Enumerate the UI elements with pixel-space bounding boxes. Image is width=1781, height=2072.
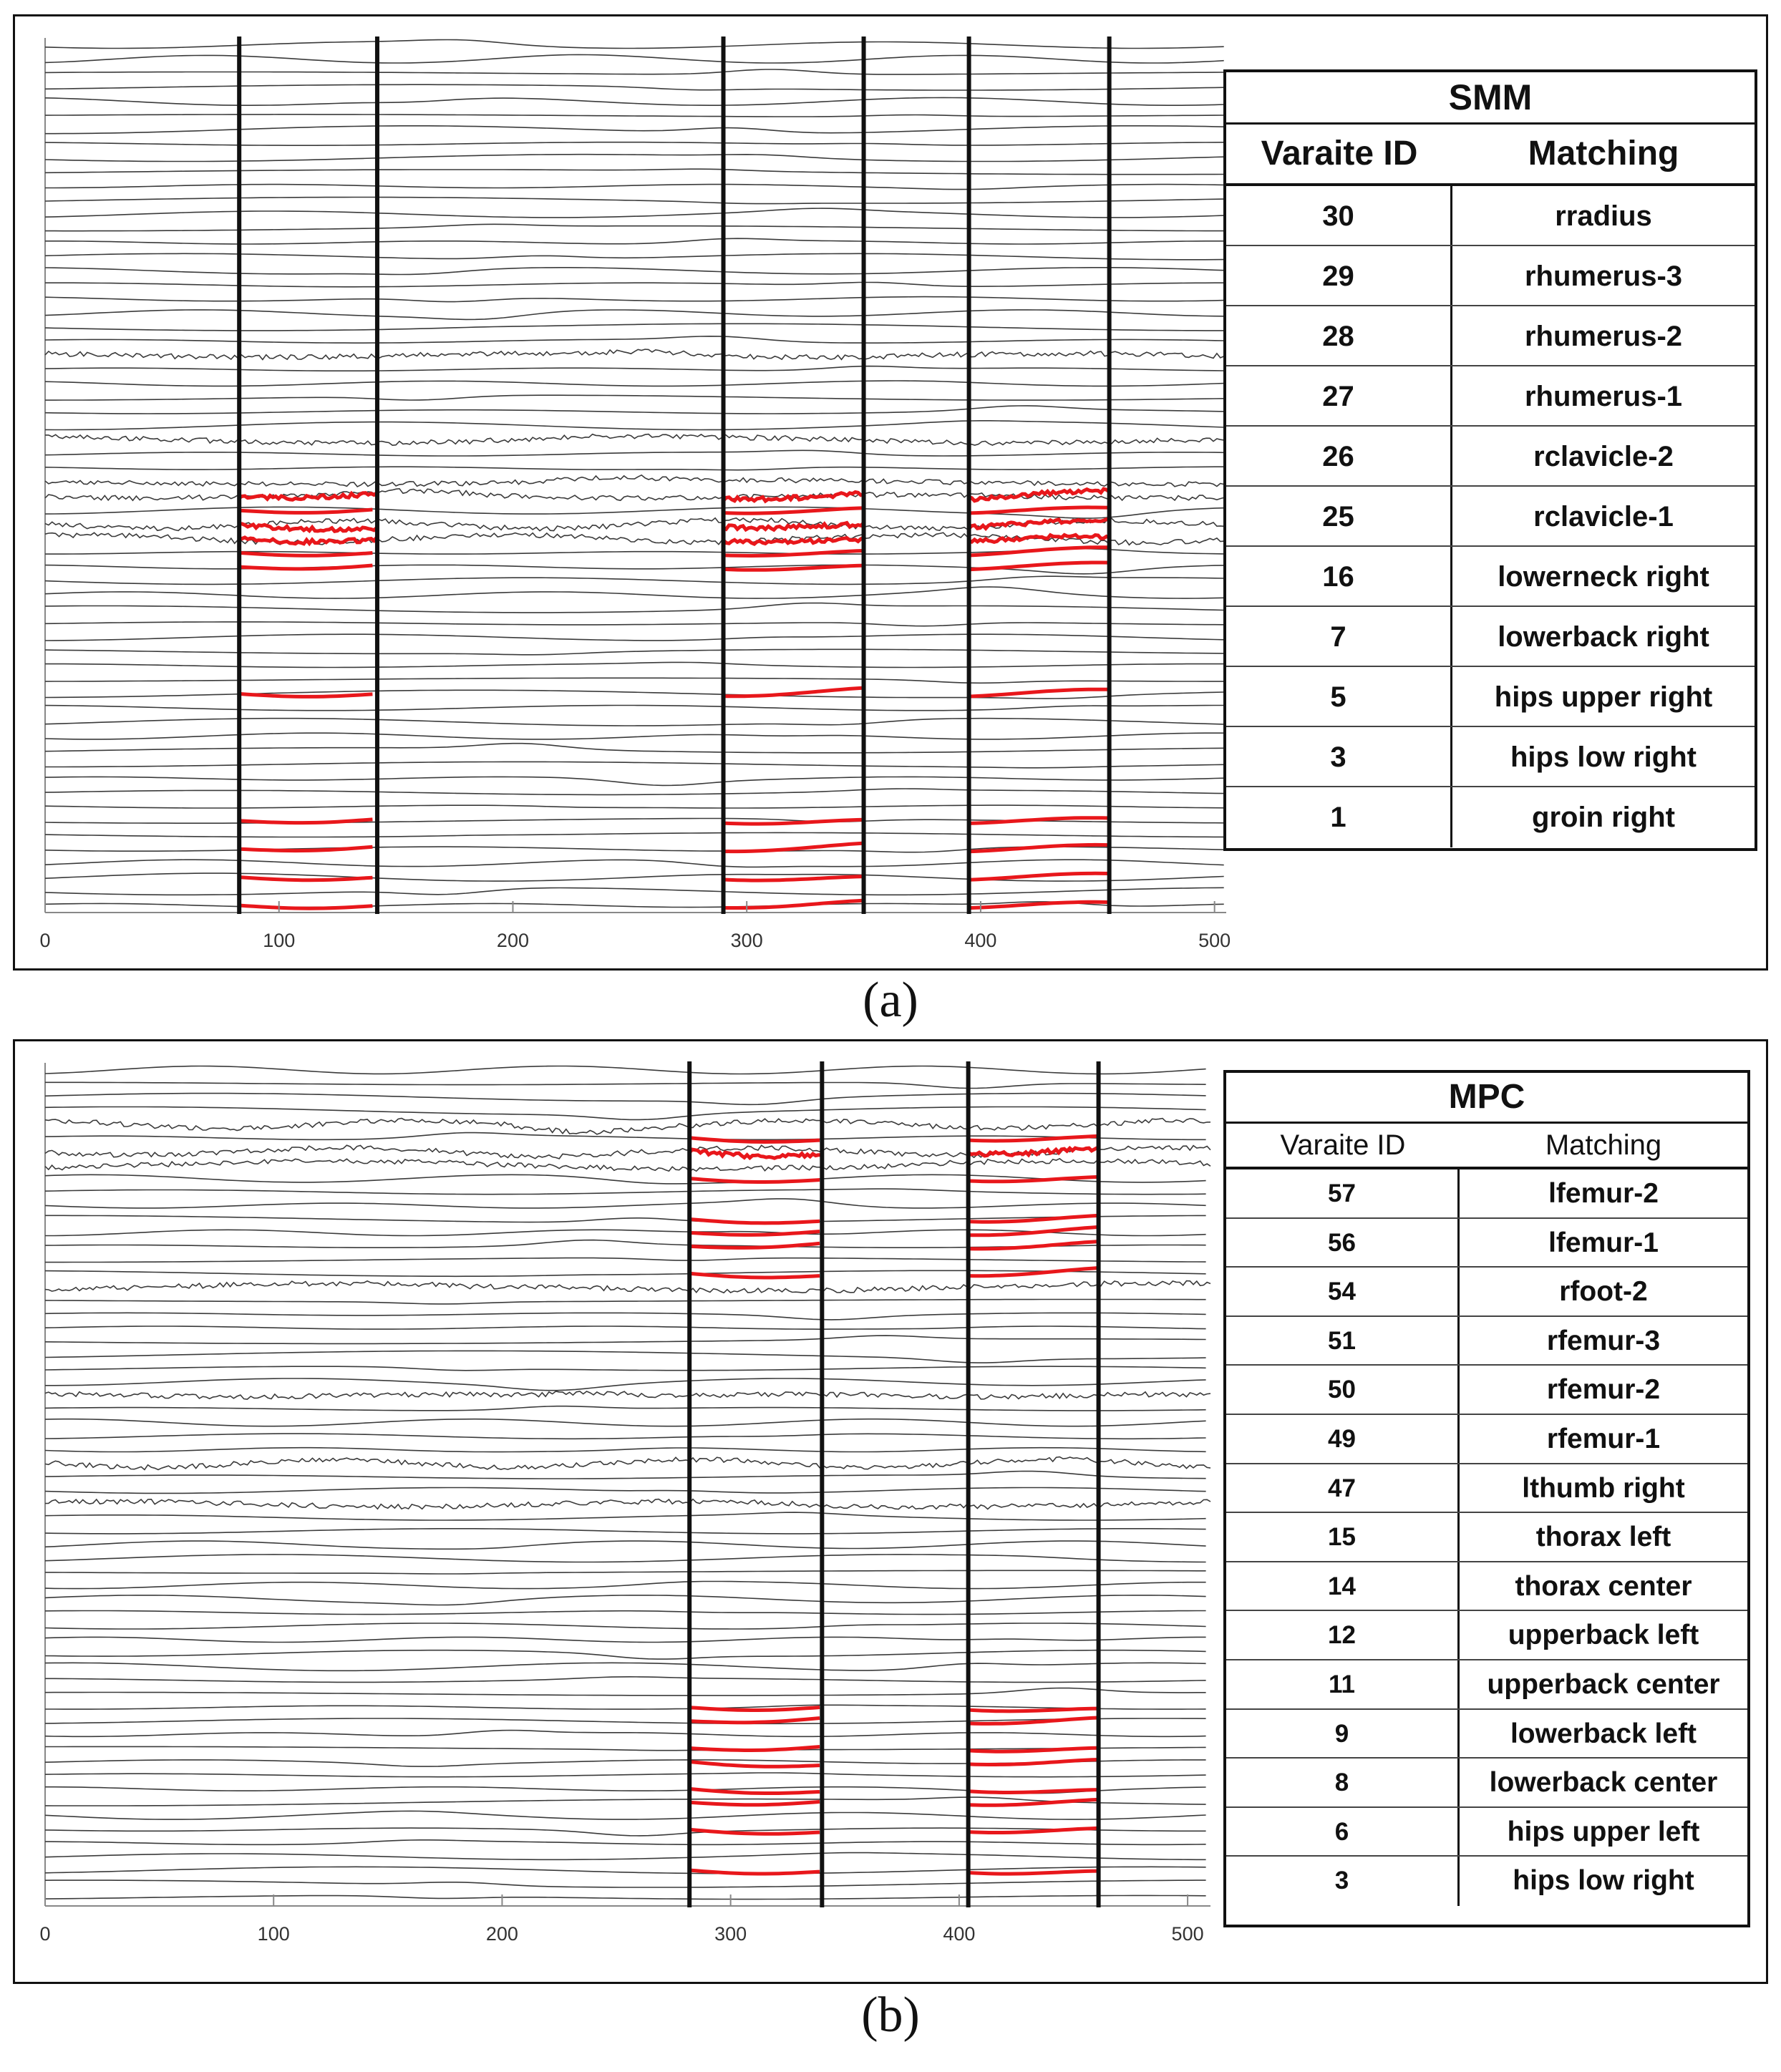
series-line-38: [45, 1391, 1210, 1399]
series-line-61: [45, 1082, 1206, 1088]
matching-cell: upperback left: [1508, 1620, 1699, 1651]
series-line-14: [45, 719, 1224, 726]
series-line-31: [45, 475, 1224, 487]
series-line-26: [45, 1555, 1206, 1562]
series-line-19: [45, 1650, 1206, 1659]
x-tick-label: 0: [39, 1923, 51, 1945]
matching-cell: rhumerus-3: [1524, 261, 1683, 292]
variate-id-cell: 51: [1226, 1317, 1460, 1365]
series-line-46: [45, 1281, 1210, 1293]
table-row: [1226, 1268, 1747, 1317]
table-row: [1226, 607, 1755, 667]
variate-id-cell: 12: [1226, 1611, 1460, 1659]
x-tick-label: 500: [1171, 1923, 1204, 1945]
series-line-8: [45, 805, 1224, 808]
matching-cell: hips upper right: [1494, 681, 1713, 713]
variate-id-cell: 9: [1226, 1710, 1460, 1758]
series-line-44: [45, 1313, 1206, 1320]
series-line-55: [45, 142, 1224, 146]
series-line-15: [45, 706, 1224, 711]
variate-id-cell: 26: [1226, 427, 1452, 485]
series-line-36: [45, 406, 1224, 414]
matching-cell: lfemur-2: [1548, 1178, 1659, 1209]
col-header-matching: Matching: [1545, 1129, 1662, 1161]
series-line-21: [45, 1623, 1206, 1629]
series-line-25: [45, 1570, 1206, 1574]
series-line-54: [45, 155, 1224, 162]
matched-segment-54: [689, 1179, 820, 1182]
matched-segment-16: [724, 688, 864, 696]
series-line-5: [45, 1840, 1206, 1845]
matching-cell: rfemur-3: [1546, 1325, 1661, 1356]
series-line-42: [45, 1336, 1206, 1343]
matching-cell: rclavicle-1: [1533, 501, 1674, 532]
variate-id-cell: 57: [1226, 1169, 1460, 1217]
table-row: [1226, 547, 1755, 607]
matching-cell: lowerback center: [1489, 1767, 1718, 1799]
series-line-38: [45, 381, 1224, 386]
variate-id-cell: 8: [1226, 1759, 1460, 1806]
table-row: [1226, 1562, 1747, 1612]
matched-segment-27: [239, 538, 377, 544]
col-header-id: Varaite ID: [1280, 1129, 1406, 1161]
series-line-22: [45, 1611, 1206, 1615]
matching-cell: lowerback left: [1510, 1718, 1697, 1749]
table-row: [1226, 1317, 1747, 1366]
table-row: [1226, 487, 1755, 547]
series-line-42: [45, 324, 1224, 331]
series-line-12: [45, 744, 1224, 753]
series-line-33: [45, 1457, 1210, 1470]
variate-id-cell: 50: [1226, 1366, 1460, 1414]
variate-id-cell: 56: [1226, 1219, 1460, 1267]
matched-segment-29: [969, 507, 1110, 513]
matching-cell: thorax left: [1535, 1522, 1671, 1553]
series-line-53: [45, 169, 1224, 175]
table-row: [1226, 1366, 1747, 1415]
matched-segment-26: [239, 553, 372, 555]
matched-segment-47: [689, 1273, 820, 1278]
series-line-62: [45, 40, 1224, 49]
series-line-17: [45, 1677, 1206, 1683]
matching-cell: hips upper left: [1507, 1816, 1700, 1847]
matching-cell: rradius: [1555, 200, 1652, 232]
variate-id-cell: 3: [1226, 1857, 1460, 1906]
matching-cell: rhumerus-2: [1524, 321, 1683, 352]
matched-segment-12: [689, 1747, 820, 1751]
matched-segment-28: [724, 523, 864, 530]
series-line-28: [45, 1529, 1206, 1534]
matched-segment-14: [689, 1718, 820, 1723]
variate-id-cell: 27: [1226, 366, 1452, 425]
series-line-44: [45, 297, 1224, 302]
series-line-36: [45, 1419, 1206, 1426]
matching-cell: rfemur-1: [1546, 1423, 1661, 1454]
col-header-id: Varaite ID: [1261, 135, 1418, 172]
matched-segment-1: [239, 905, 372, 908]
x-tick-label: 500: [1198, 930, 1231, 951]
matching-cell: lthumb right: [1522, 1472, 1685, 1504]
series-line-32: [45, 467, 1224, 470]
series-line-56: [45, 126, 1224, 134]
series-line-48: [45, 1258, 1206, 1263]
series-line-9: [45, 789, 1224, 794]
variate-id-cell: 7: [1226, 607, 1452, 666]
series-line-41: [45, 1351, 1206, 1363]
series-line-40: [45, 349, 1224, 359]
series-line-49: [45, 224, 1224, 230]
series-line-20: [45, 1637, 1206, 1642]
series-line-21: [45, 622, 1224, 626]
matched-segment-11: [969, 1760, 1099, 1765]
series-line-22: [45, 603, 1224, 613]
series-line-10: [45, 777, 1224, 785]
series-line-7: [45, 1811, 1206, 1819]
matched-segment-29: [724, 508, 864, 514]
series-line-37: [45, 1406, 1206, 1411]
matched-segment-25: [239, 565, 372, 569]
table-row: [1226, 727, 1755, 787]
series-line-4: [45, 860, 1224, 867]
series-line-52: [45, 185, 1224, 190]
table-header: [1226, 125, 1755, 186]
series-line-46: [45, 268, 1224, 275]
series-line-16: [45, 1688, 1206, 1696]
matched-segment-3: [239, 877, 372, 880]
x-tick-label: 100: [257, 1923, 290, 1945]
variate-id-cell: 1: [1226, 787, 1452, 847]
variate-id-cell: 11: [1226, 1660, 1460, 1708]
matched-segment-26: [969, 548, 1110, 555]
series-line-39: [45, 1378, 1206, 1391]
series-line-27: [45, 1541, 1206, 1549]
matching-cell: lowerback right: [1498, 621, 1709, 653]
series-line-18: [45, 1663, 1206, 1670]
variate-id-cell: 30: [1226, 186, 1452, 245]
x-tick-label: 300: [714, 1923, 747, 1945]
variate-id-cell: 14: [1226, 1562, 1460, 1610]
x-tick-label: 0: [39, 930, 51, 951]
series-line-24: [45, 576, 1224, 584]
series-line-13: [45, 733, 1224, 739]
series-line-43: [45, 1326, 1206, 1329]
matched-segment-3: [969, 1871, 1099, 1874]
matched-segment-28: [239, 524, 377, 531]
matching-cell: thorax center: [1515, 1570, 1692, 1602]
mpc-table: [1223, 1070, 1750, 1927]
variate-id-cell: 16: [1226, 547, 1452, 605]
table-row: [1226, 1759, 1747, 1808]
table-row: [1226, 1660, 1747, 1710]
table-title: MPC: [1226, 1073, 1747, 1124]
series-line-33: [45, 450, 1224, 456]
table-row: [1226, 306, 1755, 366]
series-line-29: [45, 1512, 1206, 1520]
series-line-45: [45, 1300, 1206, 1304]
x-tick-label: 100: [263, 930, 296, 951]
matching-cell: hips low right: [1513, 1865, 1694, 1897]
series-line-23: [45, 587, 1224, 598]
matched-segment-25: [969, 563, 1110, 570]
table-row: [1226, 1169, 1747, 1219]
series-line-1: [45, 1895, 1206, 1899]
series-line-30: [45, 1499, 1210, 1509]
series-line-59: [45, 1107, 1206, 1120]
table-row: [1226, 427, 1755, 487]
series-line-35: [45, 1434, 1206, 1439]
series-line-4: [45, 1853, 1206, 1860]
smm-table: [1223, 69, 1757, 851]
panel-a: [13, 14, 1768, 971]
table-row: [1226, 1857, 1747, 1906]
series-line-32: [45, 1472, 1206, 1479]
matching-cell: upperback center: [1487, 1668, 1720, 1700]
table-row: [1226, 246, 1755, 306]
series-line-59: [45, 84, 1224, 90]
variate-id-cell: 49: [1226, 1415, 1460, 1463]
matching-cell: rfemur-2: [1546, 1374, 1661, 1406]
variate-id-cell: 54: [1226, 1268, 1460, 1315]
matching-cell: lfemur-1: [1548, 1227, 1659, 1258]
variate-id-cell: 29: [1226, 246, 1452, 305]
x-tick-label: 200: [496, 930, 529, 951]
series-line-58: [45, 1119, 1210, 1134]
series-line-2: [45, 887, 1224, 895]
series-line-2: [45, 1880, 1206, 1887]
variate-id-cell: 28: [1226, 306, 1452, 365]
table-row: [1226, 1219, 1747, 1268]
series-line-15: [45, 1705, 1206, 1709]
table-row: [1226, 787, 1755, 847]
series-line-37: [45, 395, 1224, 400]
series-line-48: [45, 238, 1224, 244]
matched-segment-15: [689, 1708, 820, 1711]
series-line-55: [45, 1159, 1210, 1172]
table-body: [1226, 186, 1755, 847]
matched-segment-28: [969, 520, 1110, 529]
variate-id-cell: 6: [1226, 1808, 1460, 1856]
matched-segment-1: [969, 902, 1110, 908]
variate-id-cell: 25: [1226, 487, 1452, 545]
table-row: [1226, 667, 1755, 727]
table-row: [1226, 186, 1755, 246]
series-line-47: [45, 253, 1224, 260]
table-body: [1226, 1169, 1747, 1906]
matched-segment-3: [724, 877, 864, 881]
panel-label-a: (a): [863, 973, 918, 1028]
table-row: [1226, 1464, 1747, 1514]
table-row: [1226, 1611, 1747, 1660]
x-tick-label: 400: [943, 1923, 976, 1945]
series-line-40: [45, 1366, 1206, 1371]
col-header-matching: Matching: [1528, 135, 1679, 172]
x-tick-label: 400: [964, 930, 997, 951]
series-line-52: [45, 1199, 1206, 1208]
series-line-18: [45, 662, 1224, 667]
series-line-53: [45, 1189, 1206, 1195]
series-line-19: [45, 649, 1224, 655]
series-line-10: [45, 1773, 1206, 1777]
matched-segment-3: [969, 873, 1110, 880]
series-line-6: [45, 832, 1224, 837]
table-row: [1226, 1513, 1747, 1562]
series-line-34: [45, 434, 1224, 446]
matched-segment-16: [239, 694, 372, 696]
series-line-25: [45, 565, 1224, 573]
series-line-13: [45, 1731, 1206, 1737]
series-line-45: [45, 283, 1224, 287]
matched-segment-27: [724, 538, 864, 544]
series-line-50: [45, 208, 1224, 218]
matched-segment-15: [969, 1708, 1099, 1711]
series-line-62: [45, 1066, 1206, 1074]
series-line-41: [45, 336, 1224, 343]
matching-cell: lowerneck right: [1498, 561, 1709, 593]
table-row: [1226, 1415, 1747, 1464]
table-header: [1226, 1124, 1747, 1169]
series-line-51: [45, 198, 1224, 204]
series-line-58: [45, 97, 1224, 105]
matched-segment-9: [689, 1789, 820, 1793]
matched-segment-29: [239, 510, 372, 512]
series-line-57: [45, 115, 1224, 117]
matched-segment-16: [969, 689, 1110, 696]
matched-segment-11: [689, 1762, 820, 1767]
series-line-11: [45, 762, 1224, 767]
variate-id-cell: 47: [1226, 1464, 1460, 1512]
matching-cell: rclavicle-2: [1533, 441, 1674, 472]
matched-segment-30: [724, 492, 864, 502]
table-row: [1226, 1710, 1747, 1759]
matching-cell: hips low right: [1510, 741, 1697, 773]
x-tick-label: 300: [730, 930, 763, 951]
series-line-31: [45, 1488, 1206, 1494]
matched-segment-26: [724, 551, 864, 556]
panel-label-b: (b): [861, 1988, 920, 2043]
series-line-60: [45, 1094, 1206, 1105]
matched-segment-30: [239, 493, 377, 500]
table-row: [1226, 1808, 1747, 1857]
panel-b: [13, 1039, 1768, 1984]
series-line-20: [45, 634, 1224, 641]
variate-id-cell: 3: [1226, 727, 1452, 786]
series-line-24: [45, 1582, 1206, 1589]
series-line-43: [45, 310, 1224, 320]
x-tick-label: 200: [485, 1923, 518, 1945]
matching-cell: rfoot-2: [1559, 1276, 1648, 1308]
matched-segment-8: [689, 1801, 820, 1804]
matched-segment-3: [689, 1870, 820, 1874]
variate-id-cell: 15: [1226, 1513, 1460, 1561]
matched-segment-7: [239, 819, 372, 823]
series-line-34: [45, 1448, 1206, 1452]
table-row: [1226, 366, 1755, 427]
series-line-61: [45, 54, 1224, 63]
series-line-39: [45, 366, 1224, 371]
table-title: SMM: [1226, 72, 1755, 125]
matching-cell: rhumerus-1: [1524, 381, 1683, 412]
matched-segment-51: [689, 1220, 820, 1223]
series-line-35: [45, 421, 1224, 430]
matching-cell: groin right: [1532, 802, 1675, 833]
series-line-60: [45, 69, 1224, 74]
series-line-17: [45, 678, 1224, 683]
variate-id-cell: 5: [1226, 667, 1452, 726]
series-line-23: [45, 1595, 1206, 1605]
